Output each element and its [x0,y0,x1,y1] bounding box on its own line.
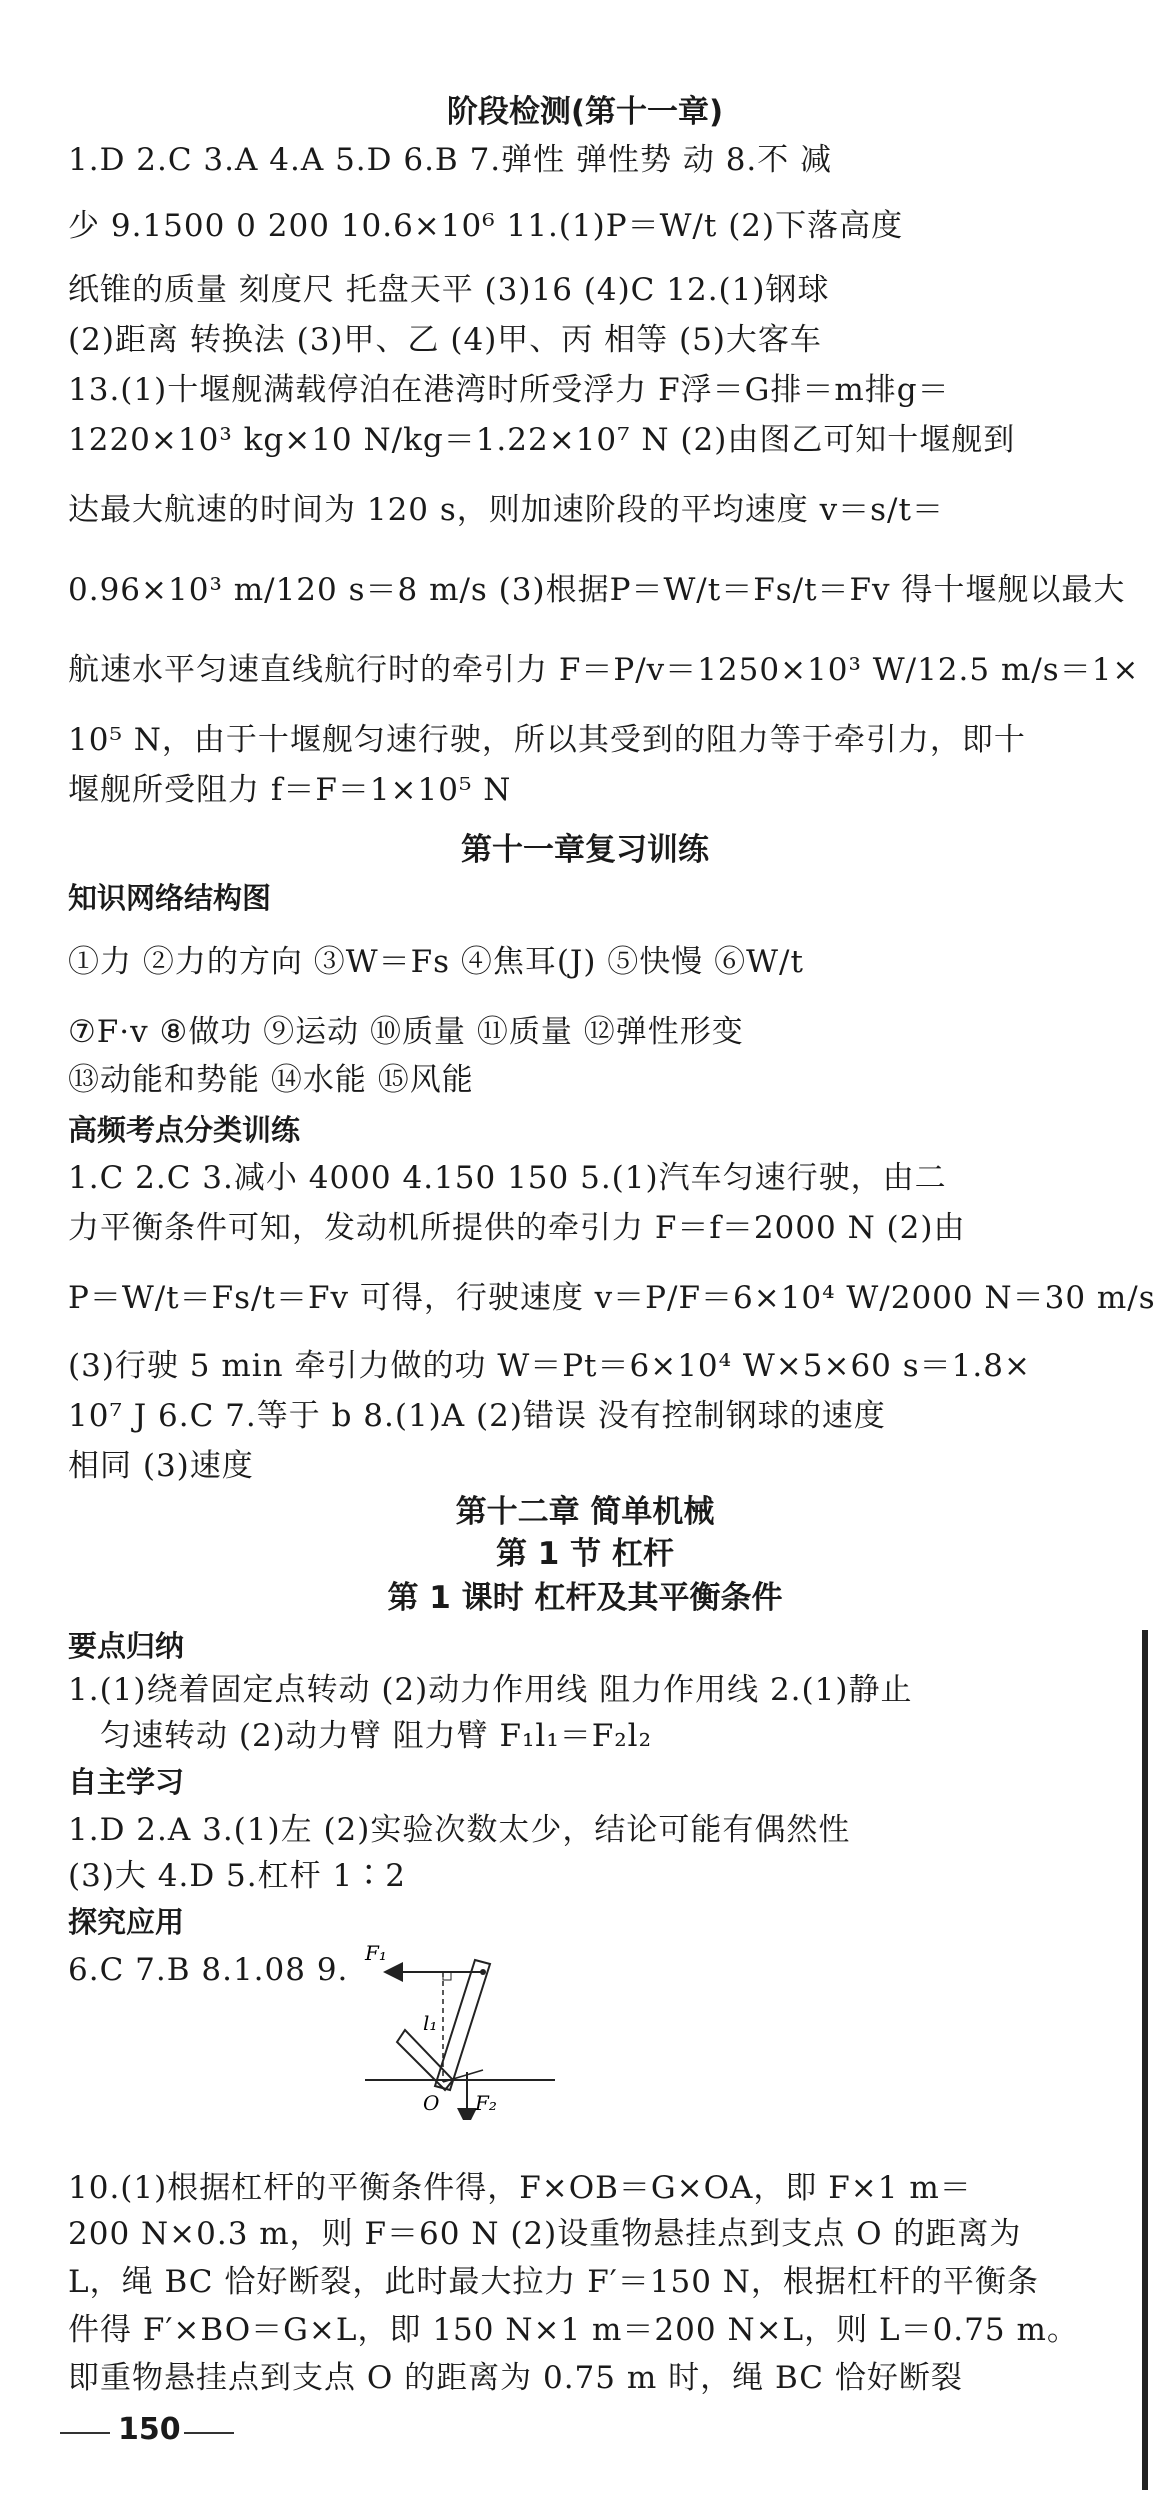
heading-self-study: 自主学习 [68,1765,185,1799]
label-o: O [423,2091,440,2115]
text-line: 达最大航速的时间为 120 s，则加速阶段的平均速度 v＝s/t＝ [68,492,944,528]
page-number: 150 [118,2412,181,2447]
label-f1: F₁ [365,1941,387,1965]
page-number-dash-left [60,2432,110,2434]
text-line: 1220×10³ kg×10 N/kg＝1.22×10⁷ N (2)由图乙可知十堰舰到 [68,422,1016,458]
lever-diagram [355,1930,580,2120]
section-title-stage-test: 阶段检测(第十一章) [446,94,724,130]
text-line: 匀速转动 (2)动力臂 阻力臂 F₁l₁＝F₂l₂ [100,1718,653,1754]
text-line: L，绳 BC 恰好断裂，此时最大拉力 F′＝150 N，根据杠杆的平衡条 [68,2264,1039,2300]
text-line: ①力 ②力的方向 ③W＝Fs ④焦耳(J) ⑤快慢 ⑥W/t [68,944,804,980]
text-line: 1.C 2.C 3.减小 4000 4.150 150 5.(1)汽车匀速行驶，由二 [68,1160,947,1196]
text-line: 即重物悬挂点到支点 O 的距离为 0.75 m 时，绳 BC 恰好断裂 [68,2360,963,2396]
page-number-dash-right [184,2432,234,2434]
text-line: 6.C 7.B 8.1.08 9. [68,1952,349,1988]
text-line: 相同 (3)速度 [68,1448,254,1484]
text-line: 10⁷ J 6.C 7.等于 b 8.(1)A (2)错误 没有控制钢球的速度 [68,1398,886,1434]
text-line: (3)行驶 5 min 牵引力做的功 W＝Pt＝6×10⁴ W×5×60 s＝1.8× [68,1348,1031,1384]
margin-bar [1142,1630,1148,2490]
section-title-lever: 第 1 节 杠杆 [496,1536,674,1572]
text-line: 1.D 2.A 3.(1)左 (2)实验次数太少，结论可能有偶然性 [68,1812,851,1848]
lesson-title: 第 1 课时 杠杆及其平衡条件 [387,1580,783,1616]
label-f2: F₂ [475,2091,497,2115]
section-title-review: 第十一章复习训练 [461,832,709,868]
text-line: 力平衡条件可知，发动机所提供的牵引力 F＝f＝2000 N (2)由 [68,1210,966,1246]
text-line: 1.(1)绕着固定点转动 (2)动力作用线 阻力作用线 2.(1)静止 [68,1672,913,1708]
text-line: 1.D 2.C 3.A 4.A 5.D 6.B 7.弹性 弹性势 动 8.不 减 [68,142,833,178]
text-line: (3)大 4.D 5.杠杆 1∶2 [68,1858,406,1894]
text-line: 200 N×0.3 m，则 F＝60 N (2)设重物悬挂点到支点 O 的距离为 [68,2216,1022,2252]
text-line: 10⁵ N，由于十堰舰匀速行驶，所以其受到的阻力等于牵引力，即十 [68,722,1026,758]
text-line: ⑦F·v ⑧做功 ⑨运动 ⑩质量 ⑪质量 ⑫弹性形变 [68,1014,744,1050]
text-line: 堰舰所受阻力 f＝F＝1×10⁵ N [68,772,512,808]
text-line: ⑬动能和势能 ⑭水能 ⑮风能 [68,1062,474,1098]
text-line: 13.(1)十堰舰满载停泊在港湾时所受浮力 F浮＝G排＝m排g＝ [68,372,950,408]
text-line: 0.96×10³ m/120 s＝8 m/s (3)根据P＝W/t＝Fs/t＝Fv 得十堰舰以最大 [68,572,1126,608]
heading-key-points: 要点归纳 [68,1629,185,1663]
text-line: 航速水平匀速直线航行时的牵引力 F＝P/v＝1250×10³ W/12.5 m/s＝1× [68,652,1140,688]
text-line: 纸锥的质量 刻度尺 托盘天平 (3)16 (4)C 12.(1)钢球 [68,272,830,308]
heading-explore: 探究应用 [68,1905,185,1939]
text-line: 少 9.1500 0 200 10.6×10⁶ 11.(1)P＝W/t (2)下落高度 [68,208,904,244]
text-line: P＝W/t＝Fs/t＝Fv 可得，行驶速度 v＝P/F＝6×10⁴ W/2000 N＝30 m/s [68,1280,1156,1316]
text-line: 件得 F′×BO＝G×L，即 150 N×1 m＝200 N×L，则 L＝0.75 m。 [68,2312,1079,2348]
heading-knowledge-network: 知识网络结构图 [68,881,272,915]
text-line: 10.(1)根据杠杆的平衡条件得，F×OB＝G×OA，即 F×1 m＝ [68,2170,972,2206]
right-angle-mark [443,1972,451,1980]
chapter-title: 第十二章 简单机械 [455,1494,715,1530]
text-line: (2)距离 转换法 (3)甲、乙 (4)甲、丙 相等 (5)大客车 [68,322,822,358]
heading-high-frequency: 高频考点分类训练 [68,1113,301,1147]
label-l1: l₁ [423,2011,438,2035]
